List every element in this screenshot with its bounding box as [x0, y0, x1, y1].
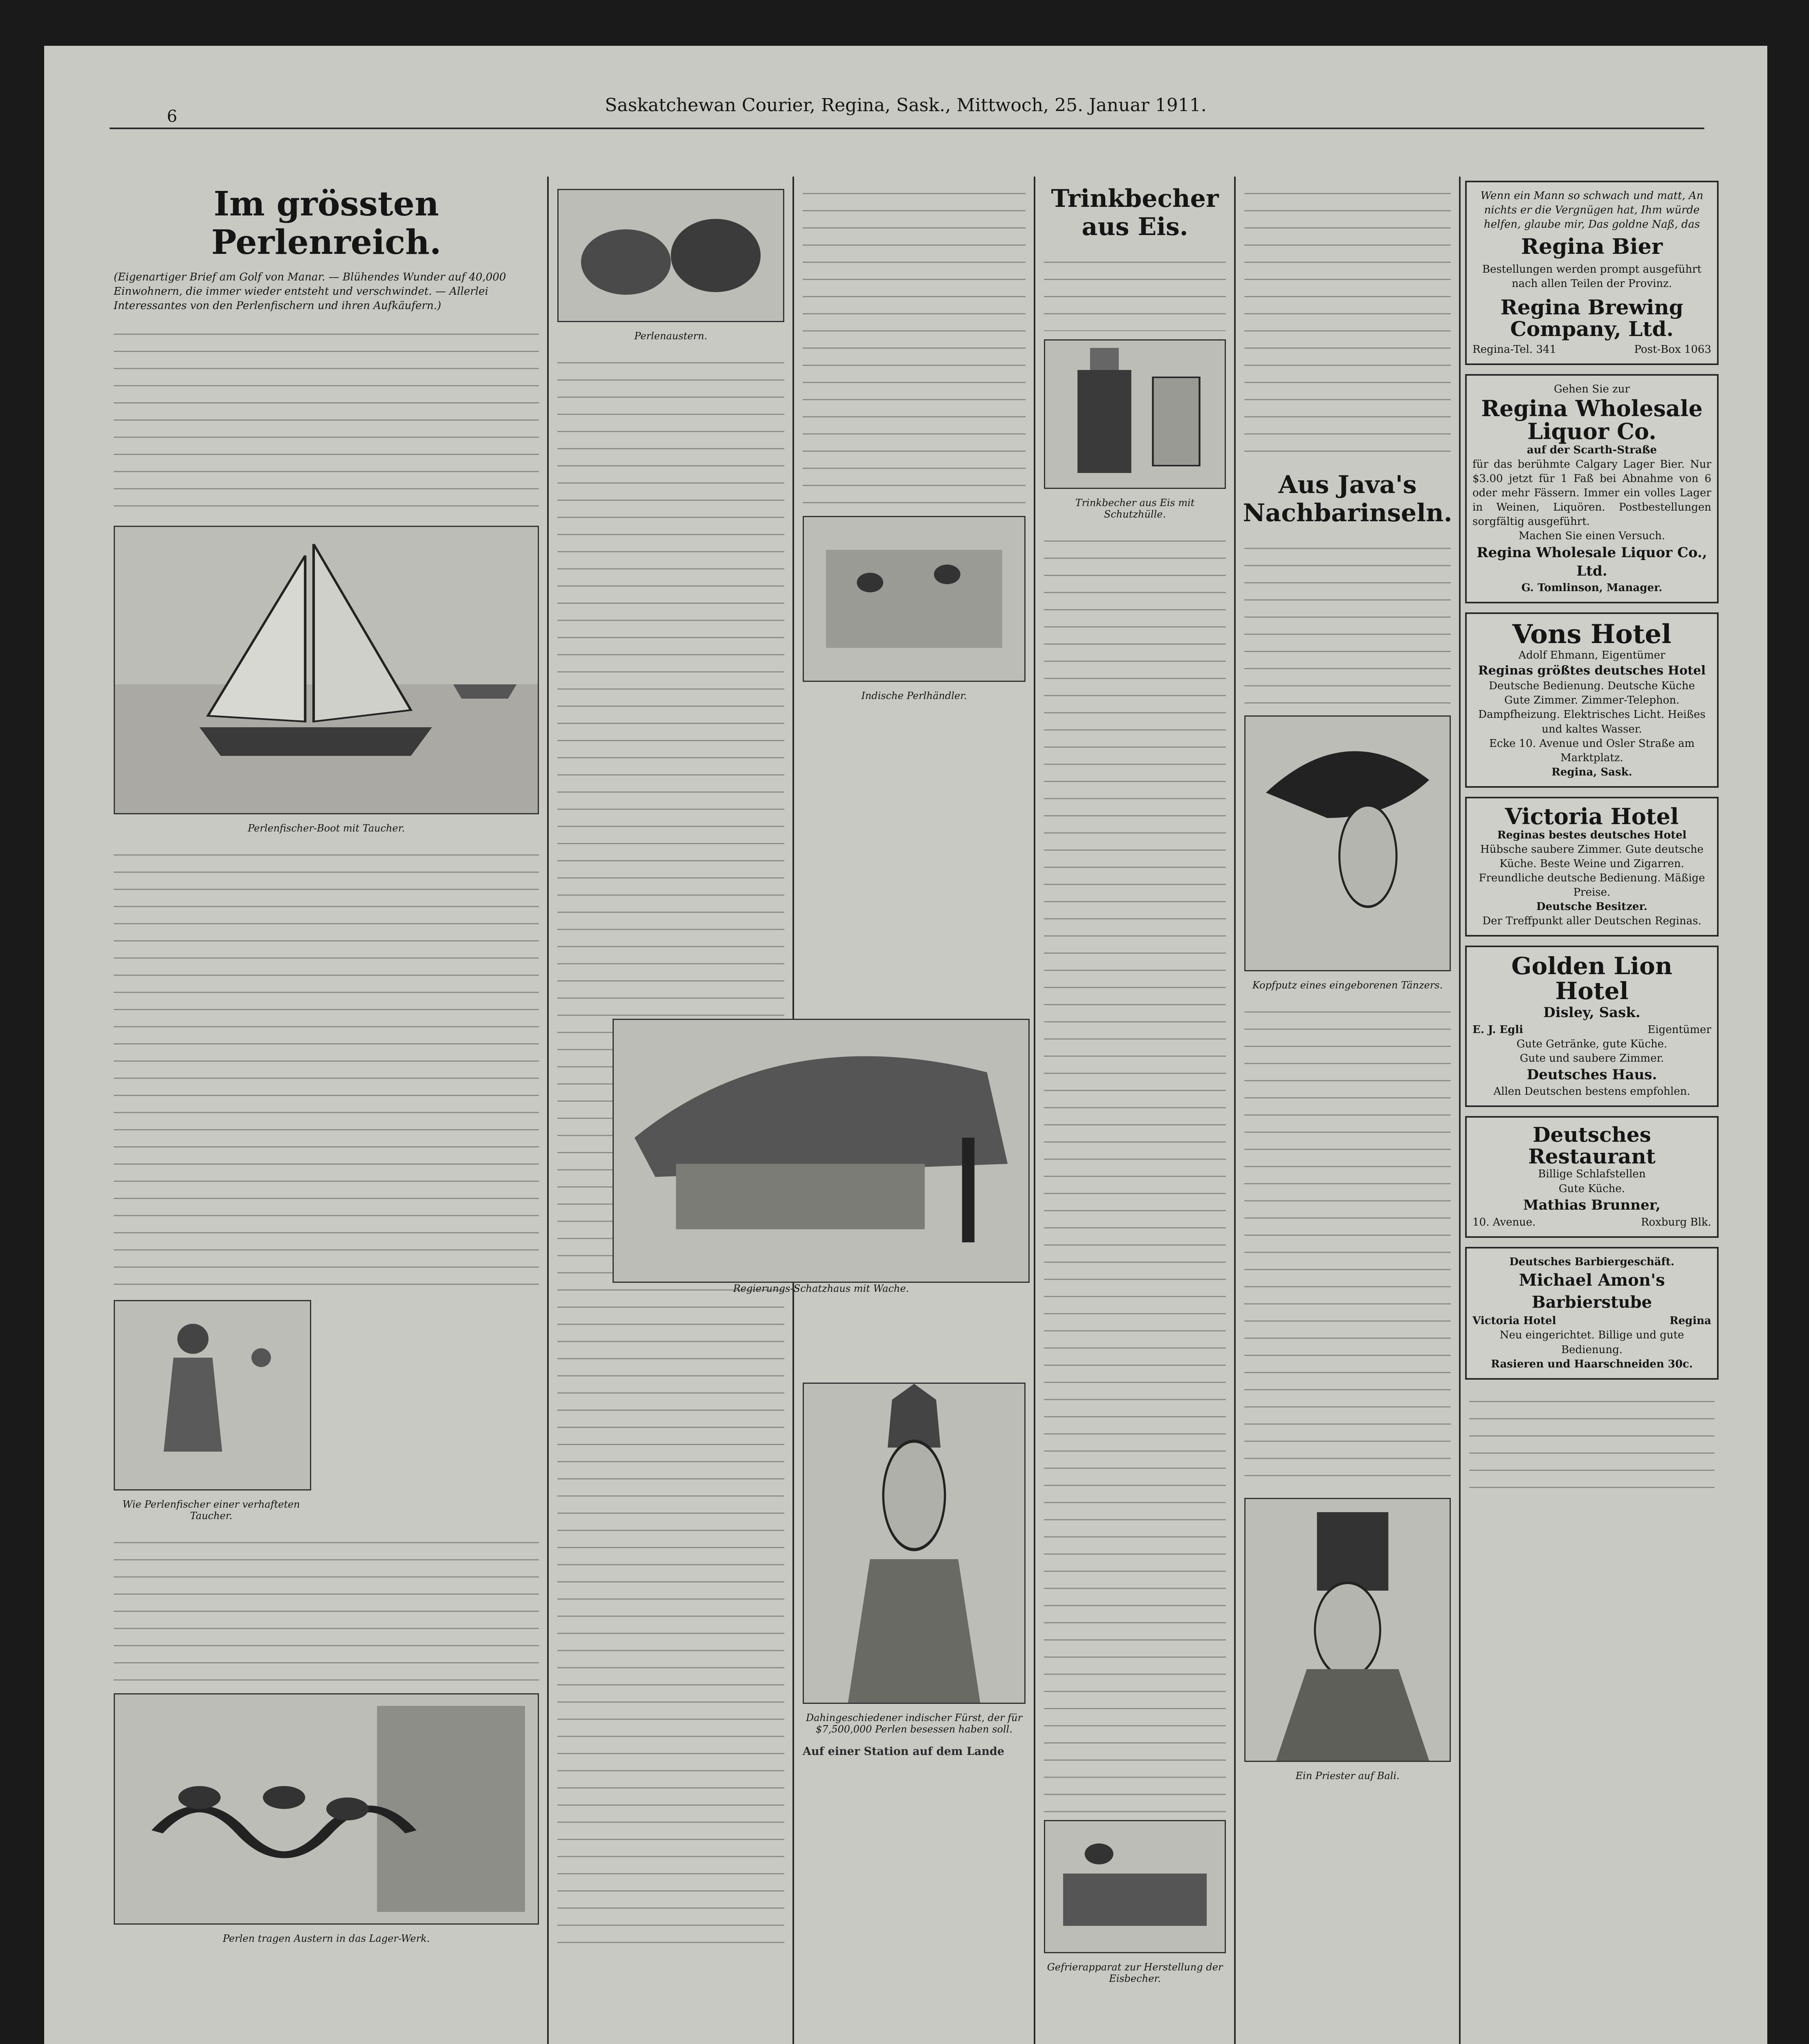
ad-note: Der Treffpunkt aller Deutschen Reginas. — [1482, 915, 1701, 928]
figure-caption: Regierungs-Schatzhaus mit Wache. — [733, 1283, 909, 1294]
advertisement-column — [1465, 181, 1719, 2044]
ad-closing: Allen Deutschen bestens empfohlen. — [1493, 1085, 1690, 1098]
prince-portrait — [804, 1384, 1024, 1703]
ad-street: auf der Scarth-Straße — [1527, 444, 1657, 456]
figure-ice-cups — [1044, 339, 1226, 489]
ad-regina-bier — [1465, 181, 1719, 365]
article-subtitle: (Eigenartiger Brief am Golf von Manar. — Blühendes Wunder auf 40,000 Einwohnern, die immer wieder entsteht und verschwindet. — Allerlei Interessantes von den Perlenfischern und ihren Aufkäufern.) — [114, 271, 506, 312]
ad-note: Bestellungen werden prompt ausgeführt nach allen Teilen der Provinz. — [1482, 263, 1702, 290]
ad-line-2: Gute und saubere Zimmer. — [1519, 1052, 1664, 1065]
figure-caption: Trinkbecher aus Eis mit Schutzhülle. — [1075, 497, 1195, 520]
column-3-lower — [799, 1374, 1030, 1760]
figure-headdress — [1244, 715, 1451, 971]
ad-rooms: Gute Zimmer. Zimmer-Telephon. Dampfheizung. Elektrisches Licht. Heißes und kaltes Wasser. — [1478, 694, 1706, 735]
figure-divers — [114, 1300, 311, 1490]
ad-address: Ecke 10. Avenue und Osler Straße am Marktplatz. — [1489, 737, 1695, 764]
ad-closing: Machen Sie einen Versuch. — [1518, 530, 1665, 542]
article-body-text — [1244, 536, 1451, 707]
figure-prince — [803, 1383, 1026, 1704]
hut-illustration — [614, 1020, 1028, 1282]
ad-name: Golden Lion Hotel — [1511, 952, 1672, 1005]
article-body-text — [1044, 528, 1226, 1816]
ad-location-line — [1472, 1313, 1711, 1328]
ad-golden-lion-hotel — [1465, 946, 1719, 1107]
divers-illustration — [115, 1301, 310, 1489]
ad-city: Regina — [1670, 1315, 1711, 1327]
ad-place: Disley, Sask. — [1543, 1004, 1641, 1021]
dancer-illustration — [1246, 717, 1450, 970]
ad-line-2: Gute Küche. — [1558, 1182, 1625, 1195]
figure-priest — [1244, 1498, 1451, 1762]
ad-name: Michael Amon's Barbierstube — [1519, 1271, 1665, 1312]
figure-caption: Perlenfischer-Boot mit Taucher. — [247, 822, 405, 834]
ad-line-1: Billige Schlafstellen — [1538, 1168, 1646, 1181]
ad-service: Deutsche Bedienung. Deutsche Küche — [1489, 680, 1695, 693]
article-title: Im grössten Perlenreich. — [211, 184, 442, 262]
ad-deutsches-restaurant — [1465, 1116, 1719, 1237]
ad-contact-line — [1472, 342, 1711, 357]
ad-name: Regina Wholesale Liquor Co. — [1481, 395, 1703, 445]
article-body-text — [803, 181, 1026, 508]
ad-name: Vons Hotel — [1512, 619, 1672, 650]
article-pearls — [110, 181, 543, 2044]
article-body-text — [1244, 181, 1451, 467]
ice-cup-illustration — [1045, 341, 1225, 488]
ad-verse: Wenn ein Mann so schwach und matt, An nichts er die Vergnügen hat, Ihm würde helfen, glaube mir, Das goldne Naß, das — [1480, 190, 1704, 231]
ad-owner: Mathias Brunner, — [1523, 1197, 1661, 1213]
ad-manager: G. Tomlinson, Manager. — [1521, 582, 1663, 594]
ad-features: Hübsche saubere Zimmer. Gute deutsche Küche. Beste Weine und Zigarren. Freundliche deutsche Bedienung. Mäßige Preise. — [1479, 843, 1705, 899]
header-rule — [110, 128, 1704, 129]
figure-oyster-carriers — [114, 1693, 539, 1925]
ad-tagline: Reginas bestes deutsches Hotel — [1497, 829, 1687, 841]
ad-wholesale-liquor — [1465, 374, 1719, 603]
article-body-text — [1044, 249, 1226, 331]
ad-address: 10. Avenue. — [1472, 1216, 1536, 1228]
ad-house: Deutsches Haus. — [1526, 1067, 1657, 1083]
section-heading: Auf einer Station auf dem Lande — [803, 1745, 1005, 1758]
priest-illustration — [1246, 1499, 1450, 1761]
ad-line-1: Neu eingerichtet. Billige und gute Bedienung. — [1499, 1329, 1684, 1356]
figure-caption: Kopfputz eines eingeborenen Tänzers. — [1252, 979, 1443, 991]
ad-address-line — [1472, 1215, 1711, 1230]
figure-caption: Gefrierapparat zur Herstellung der Eisbecher. — [1047, 1961, 1223, 1984]
ad-owner-line — [1472, 1022, 1711, 1037]
running-header: Saskatchewan Courier, Regina, Sask., Mittwoch, 25. Januar 1911. — [605, 95, 1207, 116]
article-java — [1240, 181, 1455, 2044]
newspaper-page — [44, 46, 1767, 2044]
figure-freezer — [1044, 1820, 1226, 1953]
article-title: Aus Java's Nachbarinseln. — [1243, 471, 1452, 527]
figure-freezer-block — [1040, 1812, 1230, 1992]
ad-line-1: Gute Getränke, gute Küche. — [1516, 1038, 1668, 1051]
ad-owner: Deutsche Besitzer. — [1536, 901, 1647, 913]
ad-body: für das berühmte Calgary Lager Bier. Nur $3.00 jetzt für 1 Faß bei Abnahme von 6 oder mehr Fässern. Immer ein volles Lager in Weinen, Liquören. Postbestellungen sorgfältig ausgeführt. — [1472, 458, 1711, 528]
ad-block: Roxburg Blk. — [1641, 1216, 1711, 1228]
figure-caption: Dahingeschiedener indischer Fürst, der für $7,500,000 Perlen besessen haben soll. — [806, 1712, 1023, 1735]
figure-pearl-boat — [114, 526, 539, 814]
article-body-text — [114, 1530, 539, 1685]
figure-treasury-block — [613, 1019, 1030, 1302]
oyster-shells-illustration — [559, 190, 783, 321]
ad-barber — [1465, 1247, 1719, 1380]
ad-phone: Regina-Tel. 341 — [1472, 343, 1557, 356]
ad-line-2: Rasieren und Haarschneiden 30c. — [1491, 1358, 1693, 1370]
figure-caption: Wie Perlenfischer einer verhafteten Taucher. — [122, 1498, 300, 1522]
traders-illustration — [804, 517, 1024, 681]
ad-name: Victoria Hotel — [1505, 803, 1679, 829]
ad-header: Deutsches Barbiergeschäft. — [1509, 1255, 1674, 1268]
ad-vons-hotel — [1465, 612, 1719, 787]
figure-oysters — [557, 189, 784, 322]
ad-owner: E. J. Egli — [1472, 1023, 1524, 1036]
ad-brand: Regina Bier — [1521, 234, 1663, 260]
figure-caption: Perlenaustern. — [634, 330, 707, 342]
article-ice-cups — [1040, 181, 1230, 2044]
carriers-illustration — [115, 1694, 538, 1923]
ad-location: Victoria Hotel — [1472, 1315, 1556, 1327]
figure-caption: Ein Priester auf Bali. — [1295, 1770, 1400, 1782]
ad-victoria-hotel — [1465, 797, 1719, 937]
column-rule — [1034, 177, 1035, 2044]
page-number: 6 — [167, 107, 177, 126]
legal-text — [1469, 1389, 1715, 1495]
ad-box: Post-Box 1063 — [1634, 343, 1711, 356]
sailboat-illustration — [115, 527, 538, 813]
figure-caption: Indische Perlhändler. — [861, 690, 967, 702]
column-rule — [547, 177, 549, 2044]
figure-caption: Perlen tragen Austern in das Lager-Werk. — [222, 1932, 430, 1944]
column-rule — [1459, 177, 1461, 2044]
ad-intro: Gehen Sie zur — [1554, 383, 1630, 396]
article-title: Trinkbecher aus Eis. — [1051, 184, 1219, 241]
article-body-text — [114, 842, 539, 1292]
column-rule — [1234, 177, 1236, 2044]
article-body-text — [114, 321, 539, 518]
ad-city: Regina, Sask. — [1551, 766, 1632, 778]
ad-name: Deutsches Restaurant — [1528, 1123, 1656, 1168]
ad-firm: Regina Wholesale Liquor Co., Ltd. — [1477, 544, 1707, 580]
figure-treasury-hut — [613, 1019, 1030, 1283]
article-body-text — [1244, 999, 1451, 1490]
ad-tagline: Reginas größtes deutsches Hotel — [1478, 663, 1706, 678]
ad-owner: Adolf Ehmann, Eigentümer — [1518, 649, 1665, 661]
ad-owner-label: Eigentümer — [1647, 1023, 1711, 1036]
freezer-illustration — [1045, 1821, 1225, 1952]
figure-pearl-traders — [803, 516, 1026, 682]
ad-company: Regina Brewing Company, Ltd. — [1500, 295, 1683, 341]
